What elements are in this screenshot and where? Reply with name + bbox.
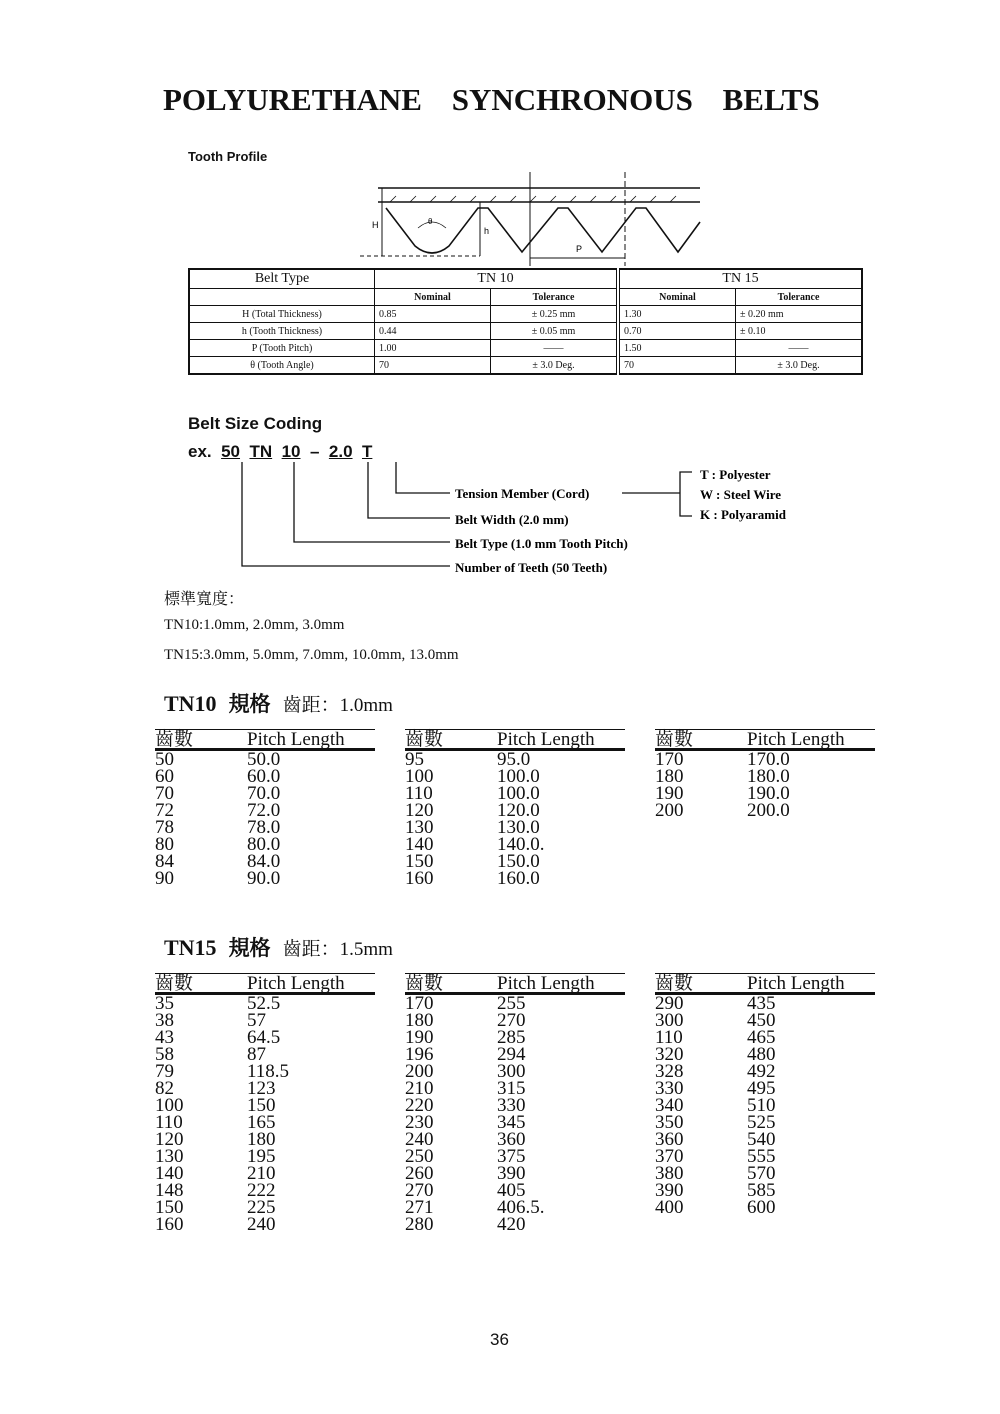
table-row: 240 360 [405,1129,526,1150]
tn10-table-1: 齒數 Pitch Length 50 50.0 60 60.0 70 70.0 72 72.0 78 78.0 80 80.0 84 84.0 90 90.0 [155,729,375,887]
table-row: 170 170.0 [655,749,790,770]
table-row: 110 165 [155,1112,276,1133]
option-steel-wire: W : Steel Wire [700,487,782,502]
tooth-profile-diagram [360,172,705,266]
table-row: 58 87 [155,1044,266,1065]
code-member: T [361,442,373,461]
table-row: H (Total Thickness) 0.85 ± 0.25 mm 1.30 ± 0.20 mm [189,306,862,323]
table-row: 110 465 [655,1027,776,1048]
table-row: 95 95.0 [405,749,531,770]
label-belt-type: Belt Type (1.0 mm Tooth Pitch) [455,536,628,551]
label-P: P [576,244,583,254]
table-row: 150 225 [155,1197,276,1218]
table-row: 300 450 [655,1010,776,1031]
spec-type-b-header: TN 15 [618,269,862,289]
tn10-table-3: 齒數 Pitch Length 170 170.0 180 180.0 190 190.0 200 200.0 [655,729,875,819]
table-row: 190 285 [405,1027,526,1048]
table-row: 140 210 [155,1163,276,1184]
table-row: 210 315 [405,1078,526,1099]
table-row: 350 525 [655,1112,776,1133]
page-title: POLYURETHANE SYNCHRONOUS BELTS [163,82,820,117]
spec-nominal-a: Nominal [375,289,491,306]
table-row: 130 130.0 [405,817,540,838]
standard-width-heading: 標準寬度： [164,591,245,608]
coding-diagram [230,462,830,582]
tn10-table-2: 齒數 Pitch Length 95 95.0 100 100.0 110 100.0 120 120.0 130 130.0 140 140.0. 150 150.0 160 160.0 [405,729,625,887]
table-row: 280 420 [405,1214,526,1235]
table-row: 200 300 [405,1061,526,1082]
table-row: θ (Tooth Angle) 70 ± 3.0 Deg. 70 ± 3.0 Deg. [189,357,862,375]
table-row: 140 140.0. [405,834,545,855]
label-h: h [484,226,490,236]
table-row: 82 123 [155,1078,276,1099]
table-row: 38 57 [155,1010,266,1031]
spec-type-a-header: TN 10 [375,269,619,289]
table-row: h (Tooth Thickness) 0.44 ± 0.05 mm 0.70 ± 0.10 [189,323,862,340]
table-row: 328 492 [655,1061,776,1082]
table-row: 250 375 [405,1146,526,1167]
code-width: 2.0 [328,442,353,461]
spec-tolerance-b: Tolerance [736,289,863,306]
table-row: 90 90.0 [155,868,281,889]
table-row: 150 150.0 [405,851,540,872]
table-row: 120 120.0 [405,800,540,821]
table-row: 290 435 [655,993,776,1014]
table-row: 271 406.5. [405,1197,545,1218]
table-row: 180 180.0 [655,766,790,787]
table-row: 160 160.0 [405,868,540,889]
label-H: H [372,220,379,230]
table-row: P (Tooth Pitch) 1.00 —— 1.50 —— [189,340,862,357]
table-row: 43 64.5 [155,1027,281,1048]
table-row: 70 70.0 [155,783,281,804]
table-row: 190 190.0 [655,783,790,804]
belt-size-coding-heading: Belt Size Coding [188,414,323,433]
table-row: 100 100.0 [405,766,540,787]
code-type: TN [249,442,273,461]
table-row: 110 100.0 [405,783,540,804]
table-row: 320 480 [655,1044,776,1065]
table-row: 78 78.0 [155,817,281,838]
label-theta: θ [428,217,433,226]
table-row: 400 600 [655,1197,776,1218]
table-row: 340 510 [655,1095,776,1116]
table-row: 170 255 [405,993,526,1014]
label-tension-member: Tension Member (Cord) [455,486,590,501]
table-row: 148 222 [155,1180,276,1201]
spec-nominal-b: Nominal [618,289,736,306]
tooth-profile-heading: Tooth Profile [188,149,268,164]
table-row: 270 405 [405,1180,526,1201]
tn15-table-2: 齒數 Pitch Length 170 255 180 270 190 285 196 294 200 300 210 315 220 330 230 345 240 360 250 375 260 390 270 405 271 406.5. 280 420 [405,973,625,1233]
table-row: 200 200.0 [655,800,790,821]
spec-table [188,268,863,375]
table-row: 330 495 [655,1078,776,1099]
code-teeth: 50 [221,442,241,461]
spec-belt-type-header: Belt Type [189,269,375,289]
table-row: 79 118.5 [155,1061,290,1082]
tn15-table-3: 齒數 Pitch Length 290 435 300 450 110 465 320 480 328 492 330 495 340 510 350 525 360 540 370 555 380 570 390 585 400 600 [655,973,875,1216]
option-polyester: T : Polyester [700,467,771,482]
option-polyaramid: K : Polyaramid [700,507,786,522]
table-row: 260 390 [405,1163,526,1184]
tn10-heading: TN10 規格 齒距：1.0mm [164,691,393,716]
tn15-table-1: 齒數 Pitch Length 35 52.5 38 57 43 64.5 58 87 79 118.5 82 123 100 150 110 165 120 180 130 195 140 210 148 222 150 225 160 240 [155,973,375,1233]
table-row: 120 180 [155,1129,276,1150]
tn15-heading: TN15 規格 齒距：1.5mm [164,935,393,960]
page-number: 36 [490,1330,509,1349]
table-row: 180 270 [405,1010,526,1031]
table-row: 390 585 [655,1180,776,1201]
table-row: 100 150 [155,1095,276,1116]
table-row: 130 195 [155,1146,276,1167]
table-row: 80 80.0 [155,834,281,855]
table-row: 50 50.0 [155,749,281,770]
table-row: 370 555 [655,1146,776,1167]
standard-width-tn15: TN15:3.0mm, 5.0mm, 7.0mm, 10.0mm, 13.0mm [164,647,459,663]
table-row: 160 240 [155,1214,276,1235]
label-number-of-teeth: Number of Teeth (50 Teeth) [455,560,608,575]
label-belt-width: Belt Width (2.0 mm) [455,512,569,527]
spec-tolerance-a: Tolerance [491,289,619,306]
standard-width-tn10: TN10:1.0mm, 2.0mm, 3.0mm [164,617,345,633]
table-row: 35 52.5 [155,993,281,1014]
table-row: 220 330 [405,1095,526,1116]
table-row: 72 72.0 [155,800,281,821]
table-row: 196 294 [405,1044,526,1065]
table-row: 60 60.0 [155,766,281,787]
table-row: 230 345 [405,1112,526,1133]
table-row: 84 84.0 [155,851,281,872]
code-pitch: 10 [281,442,301,461]
coding-example: ex. 50 TN 10 – 2.0 T [188,442,373,461]
table-row: 380 570 [655,1163,776,1184]
table-row: 360 540 [655,1129,776,1150]
